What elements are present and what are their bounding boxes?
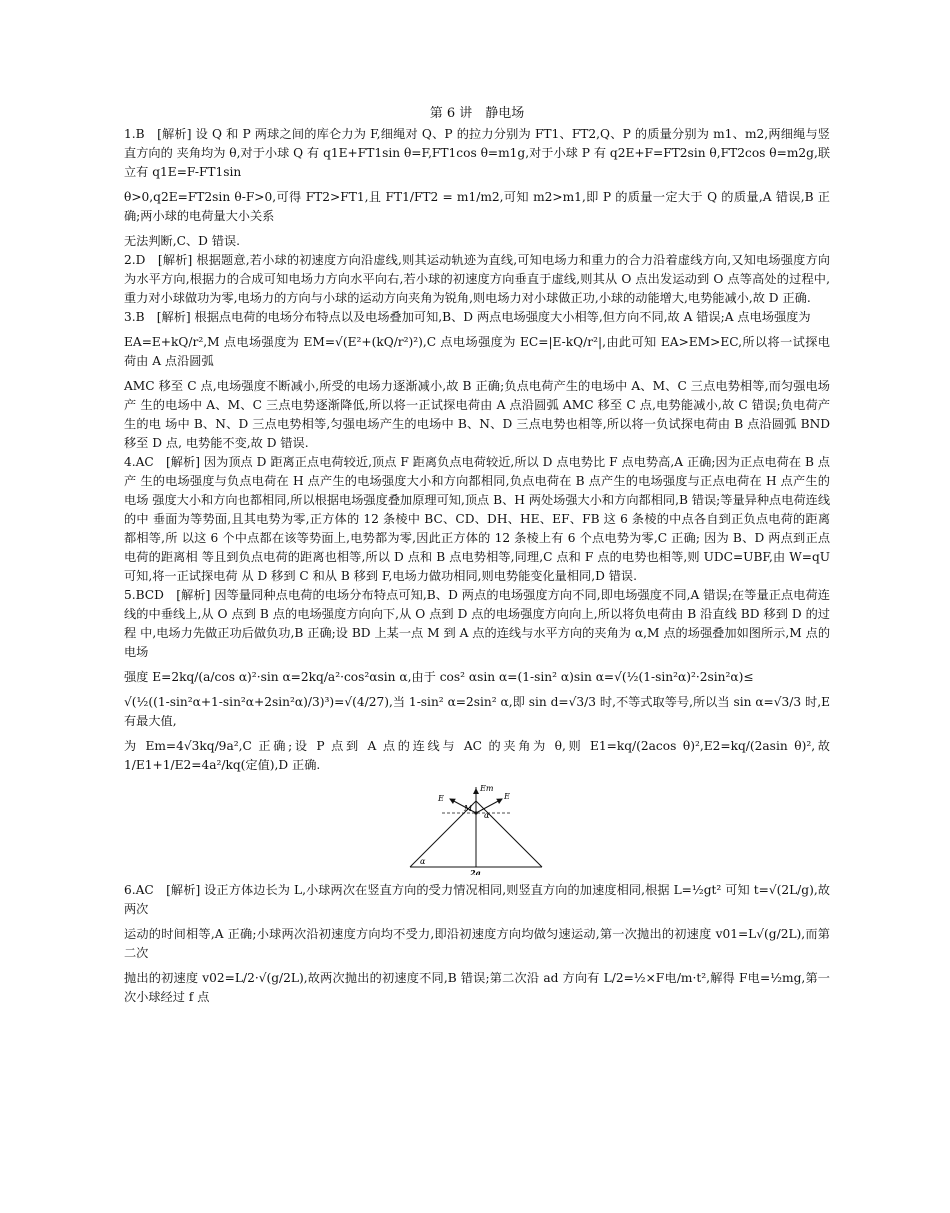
answer-4-line-7: 从 D 移到 C 和从 B 移到 F,电场力做功相同,则电势能变化量相同,D 错误. [241, 569, 637, 583]
answer-5-line-2: 线的中垂线上,从 O 点到 B 点的电场强度方向向下,从 O 点到 D 点的电场强度方向向上,所以将负电荷由 B 沿直线 BD 移到 D 的过程 [124, 607, 830, 640]
answer-5-line-5: √(½((1-sin²α+1-sin²α+2sin²α)/3)³)=√(4/27),当 1-sin² α=2sin² α,即 sin d=√3/3 时,不等式取等号,所以当 sin α=√3/3 时,E 有最大值, [124, 695, 830, 728]
answer-4-line-1: 4.AC [解析] 因为顶点 D 距离正点电荷较近,顶点 F 距离负点电荷较近,所以 D 点电势比 F 点电势高,A 正确;因为正点电荷在 B 点产 [124, 455, 830, 488]
e-right-label: E [504, 792, 510, 801]
answer-4-line-2: 生的电场强度与负点电荷在 H 点产生的电场强度大小和方向都相同,负点电荷在 B 点产生的电场强度与正点电荷在 H 点产生的电场 [124, 474, 830, 507]
field-superposition-diagram [402, 783, 552, 875]
answer-6-line-2: 运动的时间相等,A 正确;小球两次沿初速度方向均不受力,即沿初速度方向均做匀速运动,第一次抛出的初速度 v01=L√(g/2L),而第二次 [124, 927, 830, 960]
answer-1 [124, 125, 830, 251]
alpha-bottom-label: α [420, 857, 426, 866]
answer-5-line-1: 5.BCD [解析] 因等量同种点电荷的电场分布特点可知,B、D 两点的电场强度方向不同,即电场强度不同,A 错误;在等量正点电荷连 [124, 588, 830, 602]
answer-5-line-6: 为 Em=4√3kq/9a²,C 正确;设 P 点到 A 点的连线与 AC 的夹角为 θ,则 E1=kq/(2acos θ)²,E2=kq/(2asin θ)²,故 1/E1+1/E2=4a²/kq(定值),D 正确. [124, 739, 830, 772]
answer-3-line-4: 生的电场中 A、M、C 三点电势逐渐降低,所以将一正试探电荷由 A 点沿圆弧 AMC 移至 C 点,电势能减小,故 C 错误;负电荷产生的电 [124, 398, 831, 431]
answer-3-line-6: 电势能不变,故 D 错误. [185, 436, 309, 450]
alpha-top-label: α [484, 811, 490, 820]
answer-3-line-2: EA=E+kQ/r²,M 点电场强度为 EM=√(E²+(kQ/r²)²),C 点电场强度为 EC=|E-kQ/r²|,由此可知 EA>EM>EC,所以将一试探电荷由 A 点沿圆弧 [124, 335, 830, 368]
answer-5-line-3: 中,电场力先做正功后做负功,B 正确;设 BD 上某一点 M 到 A 点的连线与水平方向的夹角为 α,M 点的场强叠加如图所示,M 点的电场 [124, 626, 831, 659]
answer-4-line-6: 等且到负点电荷的距离也相等,所以 D 点和 B 点电势相等,同理,C 点和 F 点的电势也相等,则 UDC=UBF,由 W=qU 可知,将一正试探电荷 [124, 550, 831, 583]
answer-5 [124, 586, 830, 775]
answer-4 [124, 453, 830, 586]
answer-4-line-4: 垂面为等势面,且其电势为零,正方体的 12 条棱中 BC、CD、DH、HE、EF、FB 这 6 条棱的中点各自到正负点电荷的距离都相等,所 [124, 512, 831, 545]
answer-1-line-2: 夹角均为 θ,对于小球 Q 有 q1E+FT1sin θ=F,FT1cos θ=m1g,对于小球 P 有 q2E+F=FT2sin θ,FT2cos θ=m2g,联立有 q1E=F-FT1sin [124, 146, 831, 179]
answer-2 [124, 251, 830, 308]
answer-3 [124, 308, 830, 453]
answer-document [124, 100, 830, 1013]
answer-6-line-3: 抛出的初速度 v02=L/2·√(g/2L),故两次抛出的初速度不同,B 错误;第二次沿 ad 方向有 L/2=½×F电/m·t²,解得 F电=½mg,第一次小球经过 f 点 [124, 971, 830, 1004]
m-label: M [464, 804, 473, 813]
answer-1-line-3: θ>0,q2E=FT2sin θ-F>0,可得 FT2>FT1,且 FT1/FT2 = m1/m2,可知 m2>m1,即 P 的质量一定大于 Q 的质量,A 错误,B 正确;两小球的电荷量大小关系 [124, 190, 830, 223]
answer-2-line-3: 重力对小球做功为零,电场力的方向与小球的运动方向夹角为锐角,则电场力对小球做正功,小球的动能增大,电势能减小,故 D 正确. [124, 291, 811, 305]
answer-4-line-5: 以这 6 个中点都在该等势面上,电势都为零,因此正方体的 12 条棱上有 6 个点电势为零,C 正确; 因为 B、D 两点到正点电荷的距离相 [124, 531, 831, 564]
answer-3-line-3: AMC 移至 C 点,电场强度不断减小,所受的电场力逐渐减小,故 B 正确;负点电荷产生的电场中 A、M、C 三点电势相等,而匀强电场产 [124, 379, 830, 412]
answer-2-line-1: 2.D [解析] 根据题意,若小球的初速度方向沿虚线,则其运动轨迹为直线,可知电场力和重力的合力沿着虚线方向,又知电场强度方向 [124, 253, 830, 267]
answer-3-line-5: 场中 B、N、D 三点电势相等,匀强电场产生的电场中 B、N、D 三点电势也相等,所以将一负试探电荷由 B 点沿圆弧 BND 移至 D 点, [124, 417, 831, 450]
answer-1-line-4: 无法判断,C、D 错误. [124, 234, 241, 248]
answer-2-line-2: 为水平方向,根据力的合成可知电场力方向水平向右,若小球的初速度方向垂直于虚线,则其从 O 点出发运动到 O 点等高处的过程中, [124, 272, 830, 286]
page-title: 第 6 讲 静电场 [429, 106, 525, 121]
point-m [474, 811, 477, 814]
answer-6 [124, 881, 830, 1007]
answer-5-line-4: 强度 E=2kq/(a/cos α)²·sin α=2kq/a²·cos²αsin α,由于 cos² αsin α=(1-sin² α)sin α=√(½(1-sin²α)²·2sin²α)≤ [124, 670, 754, 684]
answer-6-line-1: 6.AC [解析] 设正方体边长为 L,小球两次在竖直方向的受力情况相同,则竖直方向的加速度相同,根据 L=½gt² 可知 t=√(2L/g),故两次 [124, 883, 830, 916]
answer-1-line-1: 1.B [解析] 设 Q 和 P 两球之间的库仑力为 F,细绳对 Q、P 的拉力分别为 FT1、FT2,Q、P 的质量分别为 m1、m2,两细绳与竖直方向的 [124, 127, 830, 160]
e-left-label: E [438, 794, 444, 803]
base-length-label: 2a [470, 868, 481, 875]
answer-3-line-1: 3.B [解析] 根据点电荷的电场分布特点以及电场叠加可知,B、D 两点电场强度大小相等,但方向不同,故 A 错误;A 点电场强度为 [124, 310, 811, 324]
answer-4-line-3: 强度大小和方向也都相同,所以根据电场强度叠加原理可知,顶点 B、H 两处场强大小和方向都相同,B 错误;等量异种点电荷连线的中 [124, 493, 831, 526]
em-label: Em [480, 784, 494, 793]
